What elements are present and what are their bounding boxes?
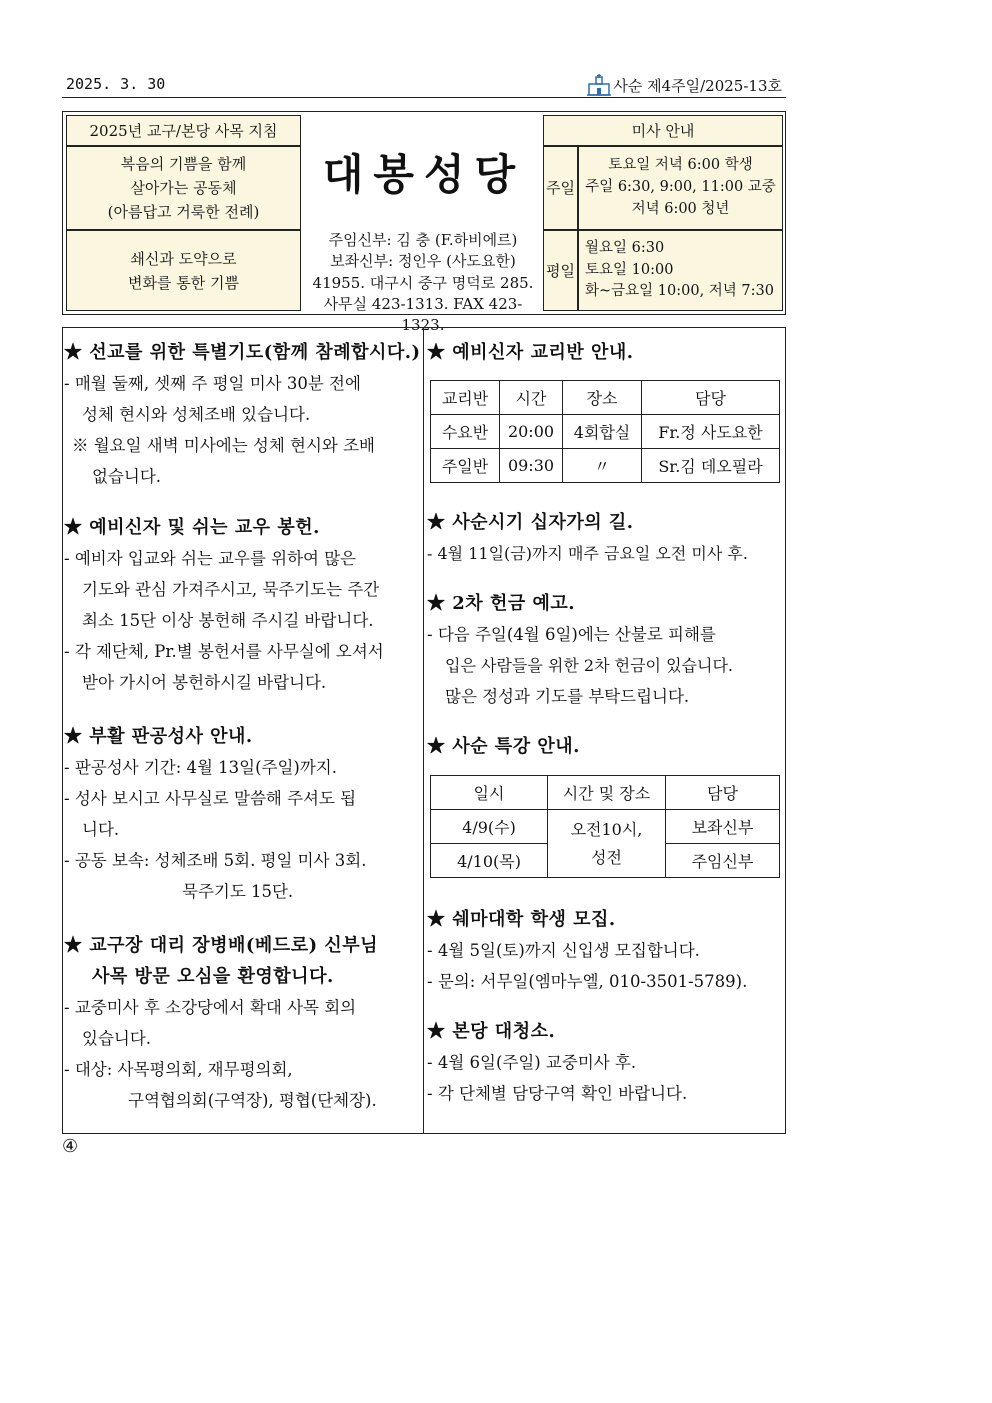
top-rule: [62, 97, 786, 98]
table-header: 담당: [642, 381, 780, 415]
issue-text: 사순 제4주일/2025-13호: [613, 76, 782, 95]
clergy-line: 보좌신부: 정인우 (사도요한): [330, 252, 516, 271]
table-header: 시간 및 장소: [548, 776, 666, 810]
section-line: - 문의: 서무일(엠마누엘, 010-3501-5789).: [427, 972, 748, 991]
table-cell-line: 성전: [591, 847, 622, 867]
section-line: 니다.: [82, 820, 120, 839]
table-header: 담당: [666, 776, 780, 810]
page-number: ④: [62, 1136, 79, 1157]
policy-1-line: 살아가는 공동체: [130, 179, 237, 197]
section-heading: ★ 예비신자 교리반 안내.: [427, 342, 634, 363]
section-line: - 판공성사 기간: 4월 13일(주일)까지.: [64, 758, 337, 777]
section-line: - 교중미사 후 소강당에서 확대 사목 회의: [64, 998, 357, 1017]
table-header: 교리반: [431, 381, 500, 415]
section-line: 없습니다.: [92, 467, 162, 486]
table-cell-line: 오전10시,: [570, 820, 643, 840]
policy-2-line: 쇄신과 도약으로: [130, 249, 237, 268]
section-line: 구역협의회(구역장), 평협(단체장).: [128, 1091, 377, 1110]
section-line: - 각 제단체, Pr.별 봉헌서를 사무실에 오셔서: [64, 642, 384, 661]
section-line: - 4월 6일(주일) 교중미사 후.: [427, 1053, 637, 1072]
lecture-place-cell: [548, 810, 666, 878]
church-name: 대봉성당: [322, 150, 526, 199]
issue-label: [587, 74, 782, 96]
mass-line: 월요일 6:30: [585, 239, 665, 256]
section-heading: ★ 2차 헌금 예고.: [427, 593, 576, 614]
section-heading: 사목 방문 오심을 환영합니다.: [92, 966, 334, 987]
section-confession: [64, 721, 422, 907]
lecture-table: [430, 775, 780, 878]
policy-title: 2025년 교구/본당 사목 지침: [66, 115, 301, 146]
masthead: [62, 111, 786, 335]
section-line: 묵주기도 15단.: [182, 882, 294, 901]
sunday-mass-times: [578, 146, 783, 230]
section-visit: [64, 930, 422, 1116]
mass-line: 저녁 6:00 청년: [631, 200, 730, 217]
clergy-line: 사무실 423-1313. FAX 423-1323.: [323, 294, 523, 335]
section-line: - 4월 5일(토)까지 신입생 모집합니다.: [427, 941, 700, 960]
table-cell: 4회합실: [563, 415, 642, 449]
clergy-line: 41955. 대구시 중구 명덕로 285.: [312, 273, 534, 292]
policy-1-line: 복음의 기쁨을 함께: [120, 155, 247, 173]
section-shema: [427, 904, 783, 997]
section-catechumen-offering: [64, 512, 422, 698]
section-heading: ★ 쉐마대학 학생 모집.: [427, 909, 616, 930]
table-row: [431, 415, 780, 449]
bulletin-date: 2025. 3. 30: [66, 75, 166, 93]
section-cleaning: [427, 1016, 783, 1109]
section-heading: ★ 부활 판공성사 안내.: [64, 726, 253, 747]
section-lecture: [427, 731, 783, 762]
section-line: - 성사 보시고 사무실로 말씀해 주셔도 됩: [64, 789, 357, 808]
section-second-collection: [427, 588, 783, 712]
mass-info-title: 미사 안내: [543, 115, 783, 146]
section-line: 입은 사람들을 위한 2차 헌금이 있습니다.: [445, 656, 733, 675]
policy-box-1: [66, 146, 301, 230]
section-line: ※ 월요일 새벽 미사에는 성체 현시와 조배: [72, 436, 375, 455]
section-catechism: [427, 337, 783, 368]
section-line: 기도와 관심 가져주시고, 묵주기도는 주간: [82, 580, 380, 599]
table-cell: 주일반: [431, 449, 500, 483]
column-divider: [423, 327, 424, 1134]
policy-1-line: (아름답고 거룩한 전례): [107, 203, 260, 221]
table-header: 장소: [563, 381, 642, 415]
table-header: 시간: [500, 381, 563, 415]
section-heading: ★ 예비신자 및 쉬는 교우 봉헌.: [64, 517, 320, 538]
section-heading: ★ 교구장 대리 장병배(베드로) 신부님: [64, 935, 379, 956]
table-header-row: [431, 776, 780, 810]
table-cell: 4/10(목): [431, 844, 548, 878]
church-icon: [587, 74, 611, 96]
mass-line: 주일 6:30, 9:00, 11:00 교중: [585, 179, 776, 196]
table-cell: 수요반: [431, 415, 500, 449]
section-line: 많은 정성과 기도를 부탁드립니다.: [445, 687, 690, 706]
weekday-label: 평일: [543, 230, 578, 311]
table-row: [431, 810, 780, 844]
section-line: - 예비자 입교와 쉬는 교우를 위하여 많은: [64, 549, 357, 568]
section-line: - 다음 주일(4월 6일)에는 산불로 피해를: [427, 625, 716, 644]
section-line: - 대상: 사목평의회, 재무평의회,: [64, 1060, 293, 1079]
section-line: 성체 현시와 성체조배 있습니다.: [82, 405, 311, 424]
section-heading: ★ 선교를 위한 특별기도(함께 참례합시다.): [64, 342, 421, 363]
mass-line: 화~금요일 10:00, 저녁 7:30: [585, 283, 774, 300]
table-cell: 보좌신부: [666, 810, 780, 844]
section-line: 받아 가시어 봉헌하시길 바랍니다.: [82, 673, 327, 692]
clergy-info: [303, 230, 543, 336]
table-row: [431, 449, 780, 483]
section-line: - 4월 11일(금)까지 매주 금요일 오전 미사 후.: [427, 544, 748, 563]
section-heading: ★ 사순시기 십자가의 길.: [427, 512, 634, 533]
section-heading: ★ 본당 대청소.: [427, 1021, 556, 1042]
table-cell: 4/9(수): [431, 810, 548, 844]
table-cell: 주임신부: [666, 844, 780, 878]
policy-box-2: [66, 230, 301, 311]
table-cell: 〃: [563, 449, 642, 483]
table-cell: Sr.김 데오필라: [642, 449, 780, 483]
table-header-row: [431, 381, 780, 415]
weekday-mass-times: [578, 230, 783, 311]
section-line: 최소 15단 이상 봉헌해 주시길 바랍니다.: [82, 611, 374, 630]
catechism-table: [430, 380, 780, 483]
policy-2-line: 변화를 통한 기쁨: [128, 273, 239, 292]
section-line: - 공동 보속: 성체조배 5회. 평일 미사 3회.: [64, 851, 367, 870]
table-cell: 20:00: [500, 415, 563, 449]
table-header: 일시: [431, 776, 548, 810]
section-line: - 각 단체별 담당구역 확인 바랍니다.: [427, 1084, 688, 1103]
mass-line: 토요일 10:00: [585, 261, 674, 278]
section-heading: ★ 사순 특강 안내.: [427, 736, 580, 757]
section-mission-prayer: [64, 337, 422, 492]
section-line: - 매월 둘째, 셋째 주 평일 미사 30분 전에: [64, 374, 361, 393]
table-cell: Fr.정 사도요한: [642, 415, 780, 449]
table-cell: 09:30: [500, 449, 563, 483]
section-stations: [427, 507, 783, 569]
mass-line: 토요일 저녁 6:00 학생: [608, 157, 753, 174]
clergy-line: 주임신부: 김 충 (F.하비에르): [328, 231, 518, 249]
section-line: 있습니다.: [82, 1029, 152, 1048]
sunday-label: 주일: [543, 146, 578, 230]
